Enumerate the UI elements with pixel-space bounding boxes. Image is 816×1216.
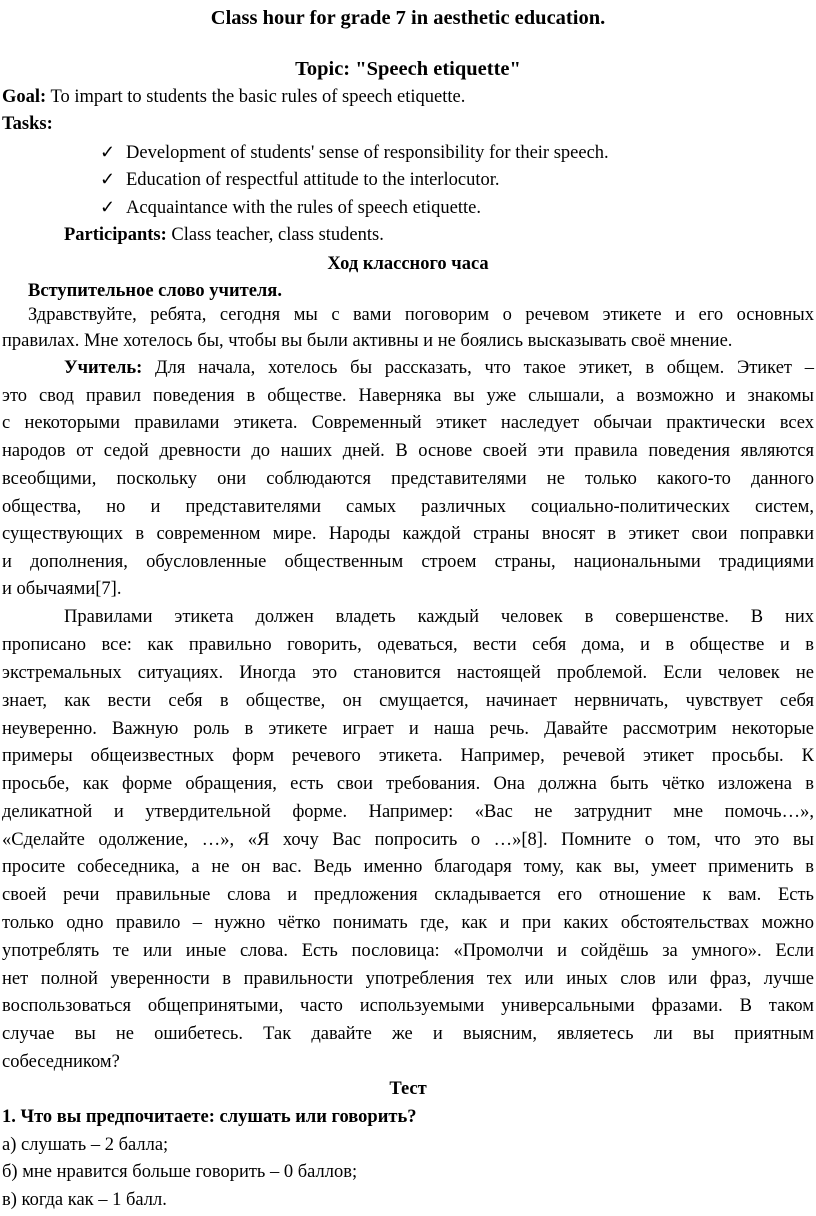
paragraph-line: Здравствуйте, ребята, сегодня мы с вами поговорим о речевом этикете и его основных	[28, 305, 814, 325]
answer-option: а) слушать – 2 балла;	[2, 1135, 169, 1155]
topic-heading: Topic: "Speech etiquette"	[295, 58, 521, 80]
paragraph-line: правилах. Мне хотелось бы, чтобы вы были активны и не боялись высказывать своё мнение.	[2, 331, 733, 351]
paragraph-line: воспользоваться общепринятыми, часто используемыми универсальными фразами. В таком	[2, 996, 814, 1016]
course-heading: Ход классного часа	[327, 254, 489, 274]
checkmark-icon: ✓	[100, 169, 116, 189]
intro-heading: Вступительное слово учителя.	[28, 281, 282, 301]
task-text: Development of students' sense of responsibility for their speech.	[126, 143, 609, 163]
teacher-text: Для начала, хотелось бы рассказать, что такое этикет, в общем. Этикет –	[142, 358, 814, 378]
participants-text: Class teacher, class students.	[166, 225, 384, 245]
tasks-label: Tasks:	[2, 114, 53, 134]
paragraph-line	[64, 355, 814, 381]
paragraph-line: прописано все: как правильно говорить, одеваться, вести себя дома, и в обществе и в	[2, 635, 814, 655]
checkmark-icon: ✓	[100, 197, 116, 217]
answer-option: б) мне нравится больше говорить – 0 баллов;	[2, 1162, 358, 1182]
paragraph-line: общества, но и представителями самых различных социально-политических систем,	[2, 497, 814, 517]
paragraph-line: экстремальных ситуациях. Иногда это становится настоящей проблемой. Если человек не	[2, 663, 814, 683]
paragraph-line: и обычаями[7].	[2, 579, 122, 599]
paragraph-line: существующих в современном мире. Народы каждой страны вносят в этикет свои поправки	[2, 524, 814, 544]
paragraph-line: неуверенно. Важную роль в этикете играет и наша речь. Давайте рассмотрим некоторые	[2, 719, 814, 739]
paragraph-line: знает, как вести себя в обществе, он смущается, начинает нервничать, чувствует себя	[2, 691, 814, 711]
participants-label: Participants:	[64, 225, 167, 245]
task-item	[100, 139, 609, 166]
paragraph-line: нет полной уверенности в правильности употребления тех или иных слов или фраз, лучше	[2, 969, 814, 989]
test-heading: Тест	[389, 1079, 427, 1099]
paragraph-line: случае вы не ошибетесь. Так давайте же и выясним, являетесь ли вы приятным	[2, 1024, 814, 1044]
paragraph-line: народов от седой древности до наших дней. В основе своей эти правила поведения являются	[2, 441, 814, 461]
paragraph-line: это свод правил поведения в обществе. Наверняка вы уже слышали, а возможно и знакомы	[2, 386, 814, 406]
task-text: Acquaintance with the rules of speech etiquette.	[126, 198, 481, 218]
paragraph-line: просите собеседника, а не он вас. Ведь именно благодаря тому, как вы, умеет применить в	[2, 857, 814, 877]
goal-label: Goal:	[2, 87, 47, 107]
paragraph-line: с некоторыми правилами этикета. Современный этикет наследует обычаи практически всех	[2, 413, 814, 433]
paragraph-line: своей речи правильные слова и предложения складывается его отношение к вам. Есть	[2, 885, 814, 905]
paragraph-line: собеседником?	[2, 1052, 120, 1072]
task-text: Education of respectful attitude to the interlocutor.	[126, 170, 500, 190]
teacher-label: Учитель:	[64, 358, 143, 378]
paragraph-line: «Сделайте одолжение, …», «Я хочу Вас попросить о …»[8]. Помните о том, что это вы	[2, 830, 814, 850]
paragraph-line: просьбе, как форме обращения, есть свои требования. Она должна быть чётко изложена в	[2, 774, 814, 794]
paragraph-line: Правилами этикета должен владеть каждый человек в совершенстве. В них	[64, 607, 814, 627]
document-title: Class hour for grade 7 in aesthetic education.	[210, 7, 606, 29]
task-item	[100, 194, 481, 221]
checkmark-icon: ✓	[100, 142, 116, 162]
task-item	[100, 166, 499, 193]
paragraph-line: деликатной и утвердительной форме. Например: «Вас не затруднит мне помочь…»,	[2, 802, 814, 822]
goal-text: To impart to students the basic rules of speech etiquette.	[46, 87, 466, 107]
paragraph-line: употреблять те или иные слова. Есть пословица: «Промолчи и сойдёшь за умного». Если	[2, 941, 814, 961]
paragraph-line: всеобщими, поскольку они соблюдаются представителями не только какого-то данного	[2, 469, 814, 489]
question-1: 1. Что вы предпочитаете: слушать или говорить?	[2, 1107, 417, 1127]
answer-option: в) когда как – 1 балл.	[2, 1190, 167, 1210]
paragraph-line: примеры общеизвестных форм речевого этикета. Например, речевой этикет просьбы. К	[2, 746, 814, 766]
paragraph-line: только одно правило – нужно чётко понимать где, как и при каких обстоятельствах можно	[2, 913, 814, 933]
paragraph-line: и дополнения, обусловленные общественным строем страны, национальными традициями	[2, 552, 814, 572]
participants-line	[64, 222, 384, 248]
goal-line	[2, 84, 465, 110]
